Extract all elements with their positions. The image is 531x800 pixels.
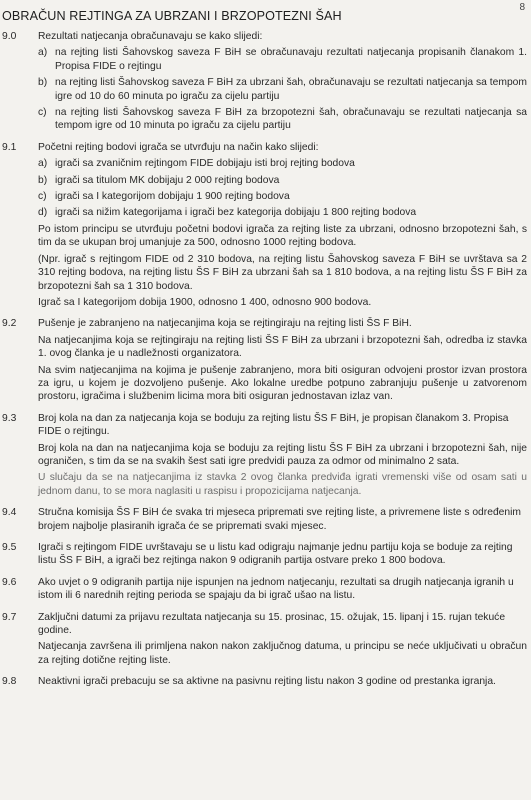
list-item-text: igrači sa nižim kategorijama i igrači bez kategorija dobijaju 1 800 rejting bodova bbox=[55, 207, 417, 219]
article-text: Pušenje je zabranjeno na natjecanjima koja se rejtingiraju na rejting listi ŠS F BiH. bbox=[38, 318, 412, 330]
article-9-8 bbox=[0, 675, 531, 688]
list-item bbox=[38, 46, 527, 73]
article-9-1 bbox=[0, 141, 531, 309]
article-number: 9.4 bbox=[2, 507, 17, 519]
list-item bbox=[38, 106, 527, 133]
list-item-letter: d) bbox=[38, 207, 48, 219]
page-number: 8 bbox=[519, 2, 525, 13]
list-item bbox=[38, 206, 527, 219]
article-number: 9.8 bbox=[2, 676, 17, 688]
paragraph: Na natjecanjima koja se rejtingiraju na rejting listi ŠS F BiH za ubrzani i brzopotezni šah, odredba iz stavka 1. ovog članka je u nadležnosti organizatora. bbox=[38, 334, 527, 360]
list-item-text: igrači sa zvaničnim rejtingom FIDE dobijaju isti broj rejting bodova bbox=[55, 158, 355, 170]
list-item-letter: c) bbox=[38, 191, 47, 203]
article-text: Početni rejting bodovi igrača se utvrđuju na način kako slijedi: bbox=[38, 141, 319, 153]
list-item bbox=[38, 76, 527, 103]
article-text: Ako uvjet o 9 odigranih partija nije ispunjen na jednom natjecanju, rezultati sa drugih natjecanja igranih u istom ili 6 narednih rejting perioda se spajaju da bi igrač ušao na listu. bbox=[38, 576, 514, 602]
paragraph: Natjecanja završena ili primljena nakon nakon zaključnog datuma, u principu se neće uključivati u obračun za rejting dotične rejting liste. bbox=[38, 641, 527, 666]
paragraph: (Npr. igrač s rejtingom FIDE od 2 310 bodova, na rejting listu Šahovskog saveza F BiH se uvrštava sa 2 310 rejting bodova, na rejting listu ŠS F BiH za ubrzani šah sa 1 810 bodova, a na rejting listu ŠS F BiH za brzopotezni šah sa 1 310 bodova. bbox=[38, 253, 527, 292]
list-item-text: na rejting listi Šahovskog saveza F BiH za brzopotezni šah, obračunavaju se rezultati natjecanja sa tempom igre od 10 minuta po igraču za cijelu partiju bbox=[55, 107, 527, 132]
article-number: 9.3 bbox=[2, 412, 17, 424]
list-item bbox=[38, 157, 527, 170]
article-text: Neaktivni igrači prebacuju se sa aktivne na pasivnu rejting listu nakon 3 godine od prestanka igranja. bbox=[38, 676, 496, 688]
list-item bbox=[38, 174, 527, 187]
article-number: 9.0 bbox=[2, 31, 17, 42]
list-item-text: igrači sa titulom MK dobijaju 2 000 rejting bodova bbox=[55, 174, 280, 186]
document-title: OBRAČUN REJTINGA ZA UBRZANI I BRZOPOTEZNI ŠAH bbox=[2, 9, 342, 23]
article-number: 9.7 bbox=[2, 611, 17, 623]
list-item-letter: b) bbox=[38, 77, 48, 89]
article-9-0 bbox=[0, 30, 531, 133]
article-number: 9.1 bbox=[2, 141, 17, 153]
article-text: Rezultati natjecanja obračunavaju se kako slijedi: bbox=[38, 31, 263, 42]
article-text: Zaključni datumi za prijavu rezultata natjecanja su 15. prosinac, 15. ožujak, 15. lipanj i 15. rujan tekuće godine. bbox=[38, 611, 506, 637]
article-9-7 bbox=[0, 611, 531, 668]
paragraph: Broj kola na dan na natjecanjima koja se boduju za rejting listu ŠS F BiH za ubrzani i brzopotezni šah, nije ograničen, s tim da se na svakih šest sati igre predvidi pauza za odmor od minimalno 2 sata. bbox=[38, 442, 527, 467]
article-number: 9.2 bbox=[2, 318, 17, 330]
article-9-4 bbox=[0, 506, 531, 533]
list-item-letter: a) bbox=[38, 47, 48, 59]
article-9-3 bbox=[0, 412, 531, 498]
list-item-letter: b) bbox=[38, 174, 48, 186]
article-9-6 bbox=[0, 576, 531, 603]
list-item bbox=[38, 190, 527, 203]
list-item-text: igrači sa I kategorijom dobijaju 1 900 rejting bodova bbox=[55, 191, 290, 203]
paragraph: Na svim natjecanjima na kojima je pušenje zabranjeno, mora biti osiguran odvojeni prostor izvan prostora za igru, u kojem je dozvoljeno pušenje. Ako lokalne uredbe potpuno zabranjuju pušenje u zatvorenom prostoru, igračima i službenim licima mora biti osiguran jednostavan izlaz van. bbox=[38, 364, 527, 403]
article-text: Stručna komisija ŠS F BiH će svaka tri mjeseca pripremati sve rejting liste, a privremene liste s određenim brojem najbolje plasiranih igrača će se pripremati svaki mjesec. bbox=[38, 507, 521, 532]
article-number: 9.6 bbox=[2, 576, 17, 588]
paragraph: U slučaju da se na natjecanjima iz stavka 2 ovog članka predviđa igrati vremenski više od osam sati u jednom danu, to se mora naglasiti u raspisu i propozicijama natjecanja. bbox=[38, 472, 527, 497]
list-item-text: na rejting listi Šahovskog saveza F BiH se obračunavaju rezultati natjecanja propisanih članakom 1. Propisa FIDE o rejtingu bbox=[55, 47, 527, 72]
article-9-5 bbox=[0, 541, 531, 568]
list-item-letter: a) bbox=[38, 158, 48, 170]
article-text: Igrači s rejtingom FIDE uvrštavaju se u listu kad odigraju najmanje jednu partiju koja se boduje za rejting listu ŠS F BiH, a igrači bez rejtinga nakon 9 odigranih partija ostvare preko 1 800 bodova. bbox=[38, 542, 513, 567]
article-9-2 bbox=[0, 317, 531, 403]
paragraph: Po istom principu se utvrđuju početni bodovi igrača za rejting liste za ubrzani, odnosno brzopotezni šah, s tim da se ukupan broj umanjuje za 500, odnosno 1000 rejting bodova. bbox=[38, 223, 527, 249]
paragraph: Igrač sa I kategorijom dobija 1900, odnosno 1 400, odnosno 900 bodova. bbox=[38, 296, 372, 308]
list-item-text: na rejting listi Šahovskog saveza F BiH za ubrzani šah, obračunavaju se rezultati natjecanja sa tempom igre od 10 do 60 minuta po igraču za cijelu partiju bbox=[55, 77, 527, 102]
article-text: Broj kola na dan za natjecanja koja se boduju za rejting listu ŠS F BiH, je propisan članakom 3. Propisa FIDE o rejtingu. bbox=[38, 412, 509, 438]
document-body bbox=[0, 30, 531, 689]
list-item-letter: c) bbox=[38, 107, 47, 119]
article-number: 9.5 bbox=[2, 542, 17, 553]
